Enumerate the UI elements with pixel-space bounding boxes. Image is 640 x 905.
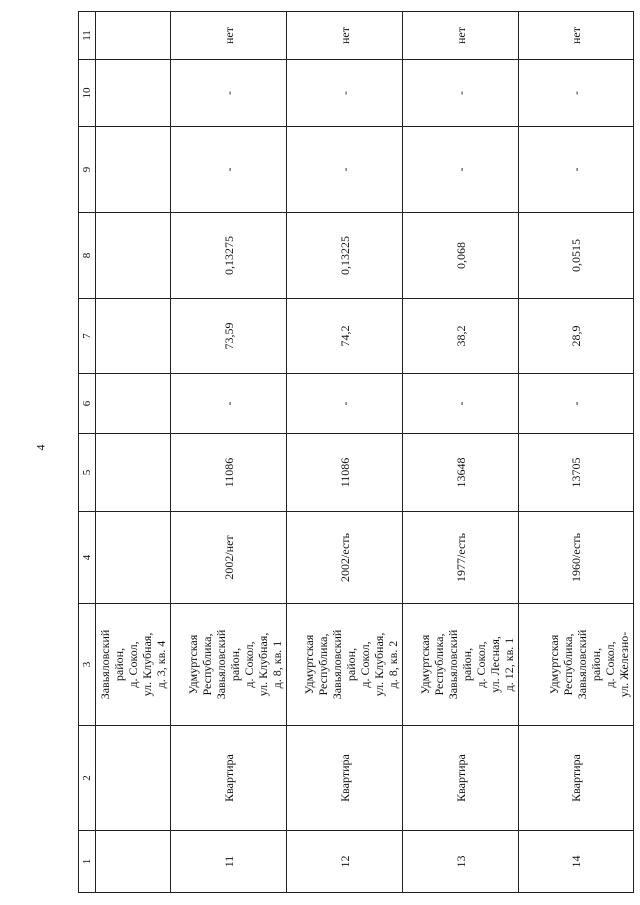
cell-col-6: - — [287, 374, 403, 434]
cell-col-10: - — [287, 60, 403, 127]
header-cell: 9 — [79, 127, 96, 213]
address-line: район, — [460, 647, 474, 682]
address-line: Удмуртская — [186, 634, 200, 695]
cell-col-5: 13705 — [519, 434, 634, 512]
cell-col-7: 73,59 — [171, 299, 287, 374]
address-line: д. 8, кв. 2 — [386, 640, 400, 689]
address-line: д. 12, кв. 1 — [502, 637, 516, 692]
address-line: д. 8, кв. 1 — [270, 640, 284, 689]
cell-col-4: 2002/есть — [287, 512, 403, 604]
cell-col-10: - — [519, 60, 634, 127]
header-cell: 5 — [79, 434, 96, 512]
address-line: Завьяловский — [446, 629, 460, 700]
cell-col-4 — [96, 512, 171, 604]
address-line: Удмуртская — [302, 634, 316, 695]
cell-col-4: 1977/есть — [403, 512, 519, 604]
cell-col-11: нет — [519, 12, 634, 60]
address-line: Республика, — [432, 633, 446, 696]
cell-col-8: 0,13275 — [171, 213, 287, 299]
address-line: ул. Железно- — [617, 631, 631, 698]
cell-col-8: 0,0515 — [519, 213, 634, 299]
cell-col-1: 14 — [519, 831, 634, 893]
header-cell: 7 — [79, 299, 96, 374]
cell-col-1 — [96, 831, 171, 893]
cell-col-2: Квартира — [287, 726, 403, 831]
header-cell: 11 — [79, 12, 96, 60]
cell-col-4: 1960/есть — [519, 512, 634, 604]
address-line: Завьяловский — [330, 629, 344, 700]
header-cell: 2 — [79, 726, 96, 831]
table-row — [403, 12, 519, 893]
address-line: Завьяловский — [575, 629, 589, 700]
address-line: д. Сокол, — [603, 641, 617, 688]
cell-col-2: Квартира — [171, 726, 287, 831]
header-cell: 4 — [79, 512, 96, 604]
header-cell: 3 — [79, 604, 96, 726]
address-line: д. 3, кв. 4 — [154, 640, 168, 689]
cell-col-9: - — [519, 127, 634, 213]
cell-col-11 — [96, 12, 171, 60]
cell-col-10: - — [171, 60, 287, 127]
cell-col-9: - — [403, 127, 519, 213]
cell-col-6 — [96, 374, 171, 434]
cell-col-11: нет — [403, 12, 519, 60]
address-line: ул. Клубная, — [372, 632, 386, 697]
table-row — [96, 12, 171, 893]
address-cell — [403, 604, 519, 726]
address-line: д. Сокол, — [474, 641, 488, 688]
header-cell: 10 — [79, 60, 96, 127]
address-cell — [287, 604, 403, 726]
cell-col-6: - — [519, 374, 634, 434]
address-line: район, — [112, 647, 126, 682]
address-line: Завьяловский — [214, 629, 228, 700]
address-line: Завьяловский — [98, 629, 112, 700]
cell-col-5: 11086 — [171, 434, 287, 512]
rotated-table-container — [78, 12, 631, 893]
address-line: ул. Клубная, — [140, 632, 154, 697]
cell-col-8 — [96, 213, 171, 299]
cell-col-2: Квартира — [403, 726, 519, 831]
table-row — [171, 12, 287, 893]
cell-col-6: - — [171, 374, 287, 434]
cell-col-2 — [96, 726, 171, 831]
address-line: район, — [344, 647, 358, 682]
page-number: 4 — [33, 444, 48, 451]
cell-col-9: - — [287, 127, 403, 213]
cell-col-2: Квартира — [519, 726, 634, 831]
cell-col-7: 28,9 — [519, 299, 634, 374]
cell-col-7: 38,2 — [403, 299, 519, 374]
address-line: ул. Лесная, — [488, 636, 502, 693]
address-line: Удмуртская — [418, 634, 432, 695]
cell-col-1: 11 — [171, 831, 287, 893]
address-line: Республика, — [200, 633, 214, 696]
cell-col-6: - — [403, 374, 519, 434]
address-line: Удмуртская — [547, 634, 561, 695]
cell-col-11: нет — [171, 12, 287, 60]
cell-col-8: 0,13225 — [287, 213, 403, 299]
address-line: Республика, — [561, 633, 575, 696]
header-row — [79, 12, 96, 893]
cell-col-9: - — [171, 127, 287, 213]
address-cell — [96, 604, 171, 726]
address-line: ул. Клубная, — [256, 632, 270, 697]
address-line: район, — [589, 647, 603, 682]
cell-col-1: 12 — [287, 831, 403, 893]
cell-col-11: нет — [287, 12, 403, 60]
cell-col-5: 11086 — [287, 434, 403, 512]
property-table — [78, 11, 634, 893]
table-row — [287, 12, 403, 893]
address-line: Республика, — [316, 633, 330, 696]
cell-col-7: 74,2 — [287, 299, 403, 374]
cell-col-4: 2002/нет — [171, 512, 287, 604]
address-line: район, — [228, 647, 242, 682]
cell-col-8: 0,068 — [403, 213, 519, 299]
cell-col-7 — [96, 299, 171, 374]
cell-col-9 — [96, 127, 171, 213]
cell-col-5 — [96, 434, 171, 512]
table-row — [519, 12, 634, 893]
header-cell: 6 — [79, 374, 96, 434]
cell-col-10 — [96, 60, 171, 127]
address-line: д. Сокол, — [358, 641, 372, 688]
cell-col-1: 13 — [403, 831, 519, 893]
cell-col-10: - — [403, 60, 519, 127]
address-cell — [171, 604, 287, 726]
header-cell: 1 — [79, 831, 96, 893]
cell-col-5: 13648 — [403, 434, 519, 512]
address-cell — [519, 604, 634, 726]
address-line: д. Сокол, — [126, 641, 140, 688]
address-line: д. Сокол, — [242, 641, 256, 688]
header-cell: 8 — [79, 213, 96, 299]
